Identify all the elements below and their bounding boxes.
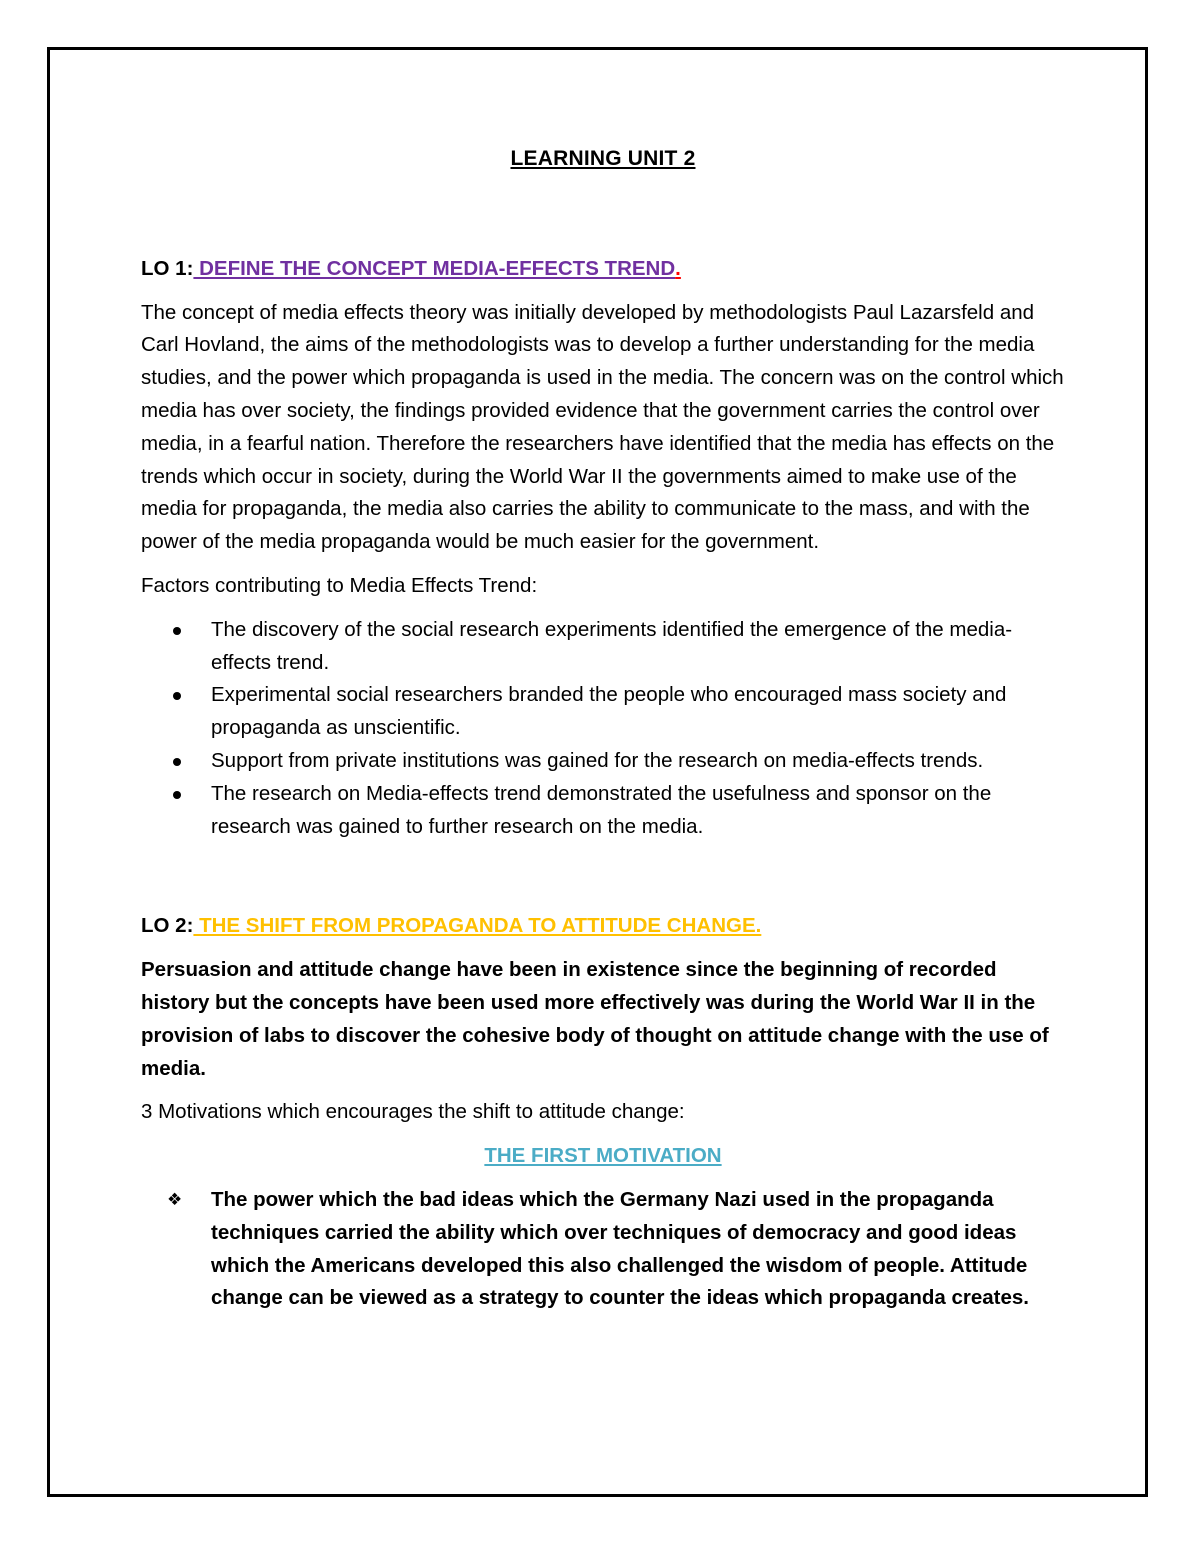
lo1-body-paragraph: The concept of media effects theory was initially developed by methodologists Paul Lazarsfeld and Carl Hovland, the aims of the methodologists was to develop a further understanding for the media studies, and the power which propaganda is used in the media. The concern was on the control which media has over society, the findings provided evidence that the government carries the control over media, in a fearful nation. Therefore the researchers have identified that the media has effects on the trends which occur in society, during the World War II the governments aimed to make use of the media for propaganda, the media also carries the ability to communicate to the mass, and with the power of the media propaganda would be much easier for the government. [141,300,1064,554]
list-item-text: The power which the bad ideas which the Germany Nazi used in the propaganda techniques carried the ability which over techniques of democracy and good ideas which the Americans developed this also challenged the wisdom of people. Attitude change can be viewed as a strategy to counter the ideas which propaganda creates. [211,1187,1029,1310]
bullet-icon [173,791,181,799]
first-motivation-list [141,1184,1065,1315]
lo1-label: LO 1: [141,256,194,280]
lo2-title: THE SHIFT FROM PROPAGANDA TO ATTITUDE CHANGE. [193,914,762,938]
bullet-icon [173,627,181,635]
list-item-text: Experimental social researchers branded the people who encouraged mass society and propaganda as unscientific. [211,683,1007,740]
motivations-intro: 3 Motivations which encourages the shift to attitude change: [141,1100,685,1124]
diamond-bullet-icon: ❖ [167,1189,183,1210]
page-title: LEARNING UNIT 2 [510,147,696,170]
lo2-body-paragraph: Persuasion and attitude change have been in existence since the beginning of recorded history but the concepts have been used more effectively was during the World War II in the provision of labs to discover the cohesive body of thought on attitude change with the use of media. [141,958,1049,1080]
list-item [141,778,1065,844]
lo1-title: DEFINE THE CONCEPT MEDIA-EFFECTS TREND [193,256,676,280]
list-item-text: The discovery of the social research experiments identified the emergence of the media-effects trend. [211,617,1013,674]
document-content [141,143,1065,1315]
bullet-icon [173,758,181,766]
first-motivation-title: THE FIRST MOTIVATION [484,1144,722,1168]
lo1-heading [141,253,1065,286]
lo2-heading [141,910,1065,943]
bullet-icon [173,692,181,700]
lo1-title-dot: . [675,256,681,280]
factors-intro: Factors contributing to Media Effects Trend: [141,573,538,597]
list-item [141,745,1065,778]
lo2-label: LO 2: [141,914,194,938]
list-item-text: The research on Media-effects trend demonstrated the usefulness and sponsor on the research was gained to further research on the media. [211,781,992,838]
list-item [141,614,1065,680]
list-item-text: Support from private institutions was gained for the research on media-effects trends. [211,748,984,772]
list-item [141,1184,1065,1315]
list-item [141,679,1065,745]
factors-list [141,614,1065,844]
